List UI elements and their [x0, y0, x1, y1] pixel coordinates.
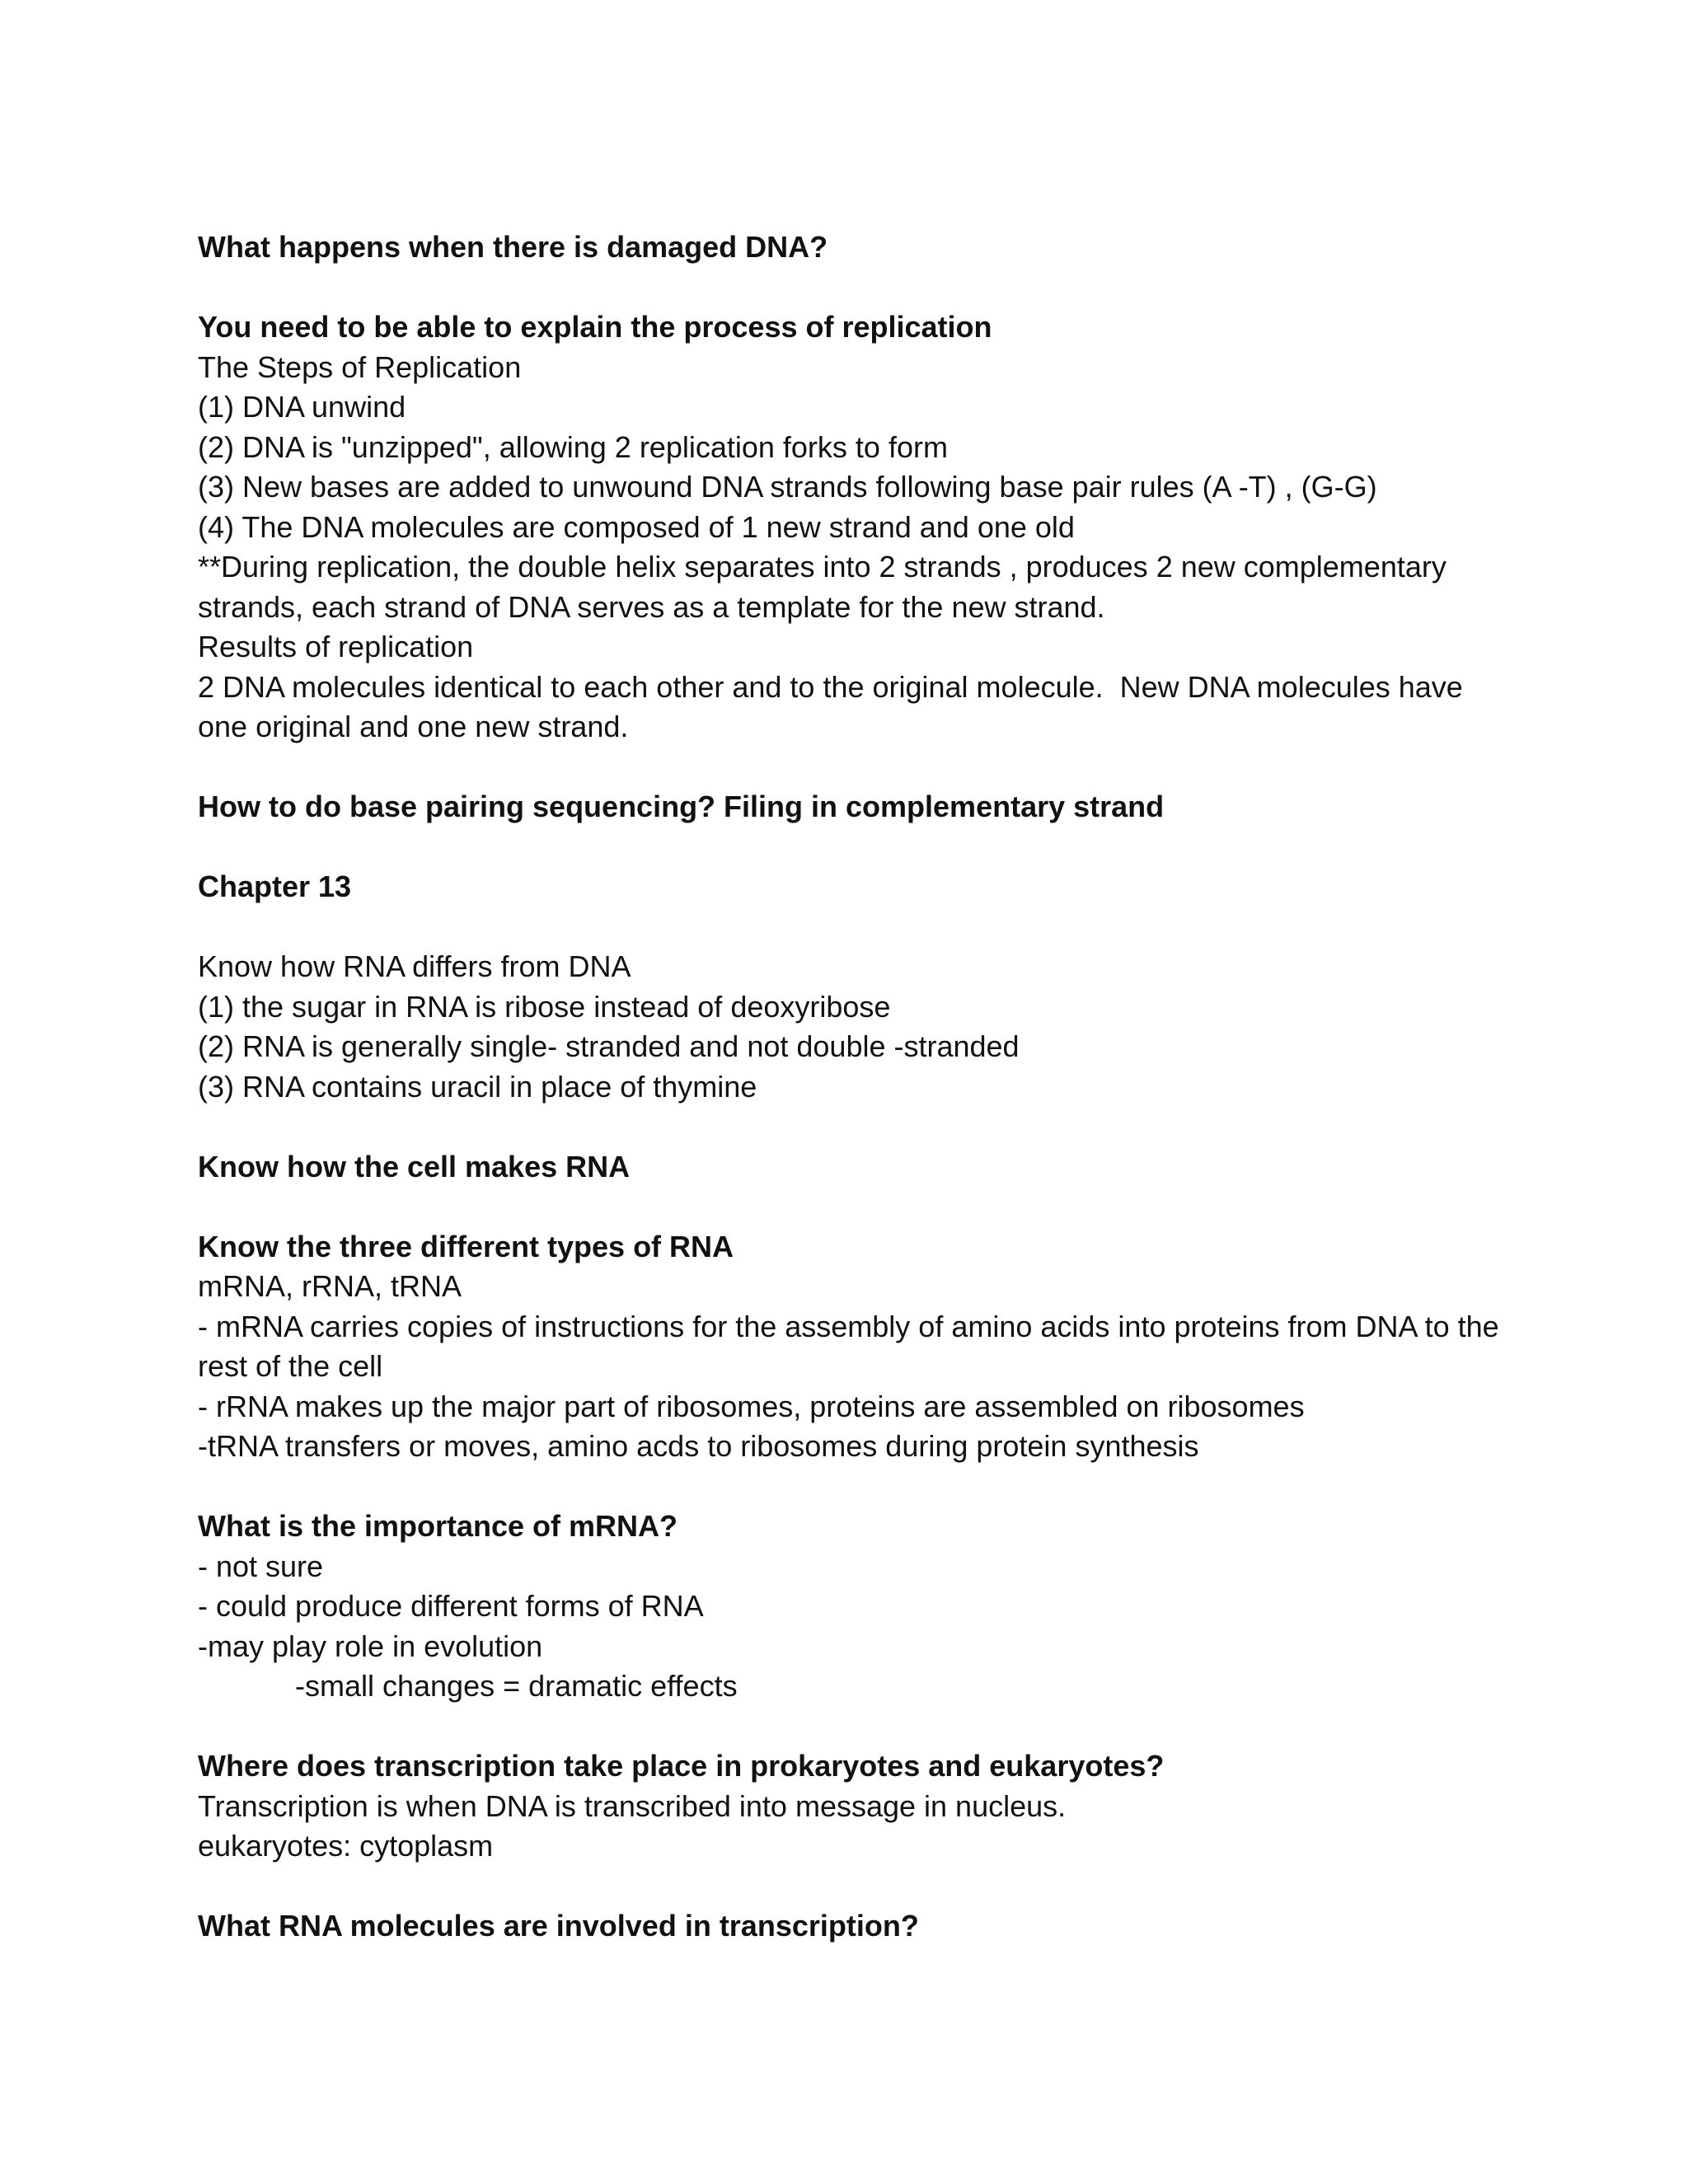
text-line: - could produce different forms of RNA: [198, 1589, 704, 1623]
text-line: - not sure: [198, 1549, 324, 1583]
text-line: Results of replication: [198, 630, 474, 663]
blank-line: [198, 268, 1500, 308]
blank-line: [198, 827, 1500, 868]
text-paragraph: 2 DNA molecules identical to each other and to the original molecule. New DNA molecules have one original and one new strand.: [198, 669, 1471, 743]
heading-chapter: Chapter 13: [198, 869, 352, 903]
blank-line: [198, 1707, 1500, 1747]
text-line: -tRNA transfers or moves, amino acds to ribosomes during protein synthesis: [198, 1429, 1199, 1463]
text-line: (3) New bases are added to unwound DNA strands following base pair rules (A -T) , (G-G): [198, 470, 1377, 504]
text-line: eukaryotes: cytoplasm: [198, 1829, 494, 1863]
text-line: -may play role in evolution: [198, 1629, 543, 1663]
blank-line: [198, 907, 1500, 948]
text-line: (1) the sugar in RNA is ribose instead of deoxyribose: [198, 989, 891, 1024]
text-line: The Steps of Replication: [198, 349, 522, 384]
blank-line: [198, 748, 1500, 788]
text-paragraph: - mRNA carries copies of instructions for the assembly of amino acids into proteins from DNA to the rest of the cell: [198, 1309, 1507, 1383]
heading-rna-types: Know the three different types of RNA: [198, 1229, 734, 1263]
heading-rna-molecules-transcription: What RNA molecules are involved in transcription?: [198, 1909, 919, 1943]
heading-transcription-location: Where does transcription take place in prokaryotes and eukaryotes?: [198, 1749, 1165, 1783]
text-line: (4) The DNA molecules are composed of 1 new strand and one old: [198, 509, 1075, 544]
text-line: (3) RNA contains uracil in place of thymine: [198, 1069, 757, 1104]
text-line: (2) DNA is "unzipped", allowing 2 replication forks to form: [198, 429, 948, 464]
text-line: (1) DNA unwind: [198, 390, 406, 424]
heading-replication-process: You need to be able to explain the process of replication: [198, 310, 992, 344]
text-line: mRNA, rRNA, tRNA: [198, 1269, 462, 1303]
text-line: (2) RNA is generally single- stranded and not double -stranded: [198, 1029, 1020, 1063]
document-page: [198, 227, 1507, 1947]
indented-text-line: -small changes = dramatic effects: [295, 1669, 738, 1703]
heading-damaged-dna: What happens when there is damaged DNA?: [198, 230, 828, 264]
blank-line: [198, 1187, 1500, 1227]
text-line: Know how RNA differs from DNA: [198, 949, 631, 983]
blank-line: [198, 1467, 1500, 1507]
blank-line: [198, 1107, 1500, 1147]
heading-mrna-importance: What is the importance of mRNA?: [198, 1509, 678, 1543]
blank-line: [198, 1867, 1500, 1907]
text-paragraph: **During replication, the double helix separates into 2 strands , produces 2 new complementary strands, each strand of DNA serves as a template for the new strand.: [198, 550, 1455, 624]
text-line: - rRNA makes up the major part of ribosomes, proteins are assembled on ribosomes: [198, 1389, 1305, 1423]
heading-cell-makes-rna: Know how the cell makes RNA: [198, 1149, 631, 1183]
text-line: Transcription is when DNA is transcribed into message in nucleus.: [198, 1788, 1067, 1823]
heading-base-pairing: How to do base pairing sequencing? Filing in complementary strand: [198, 790, 1165, 823]
